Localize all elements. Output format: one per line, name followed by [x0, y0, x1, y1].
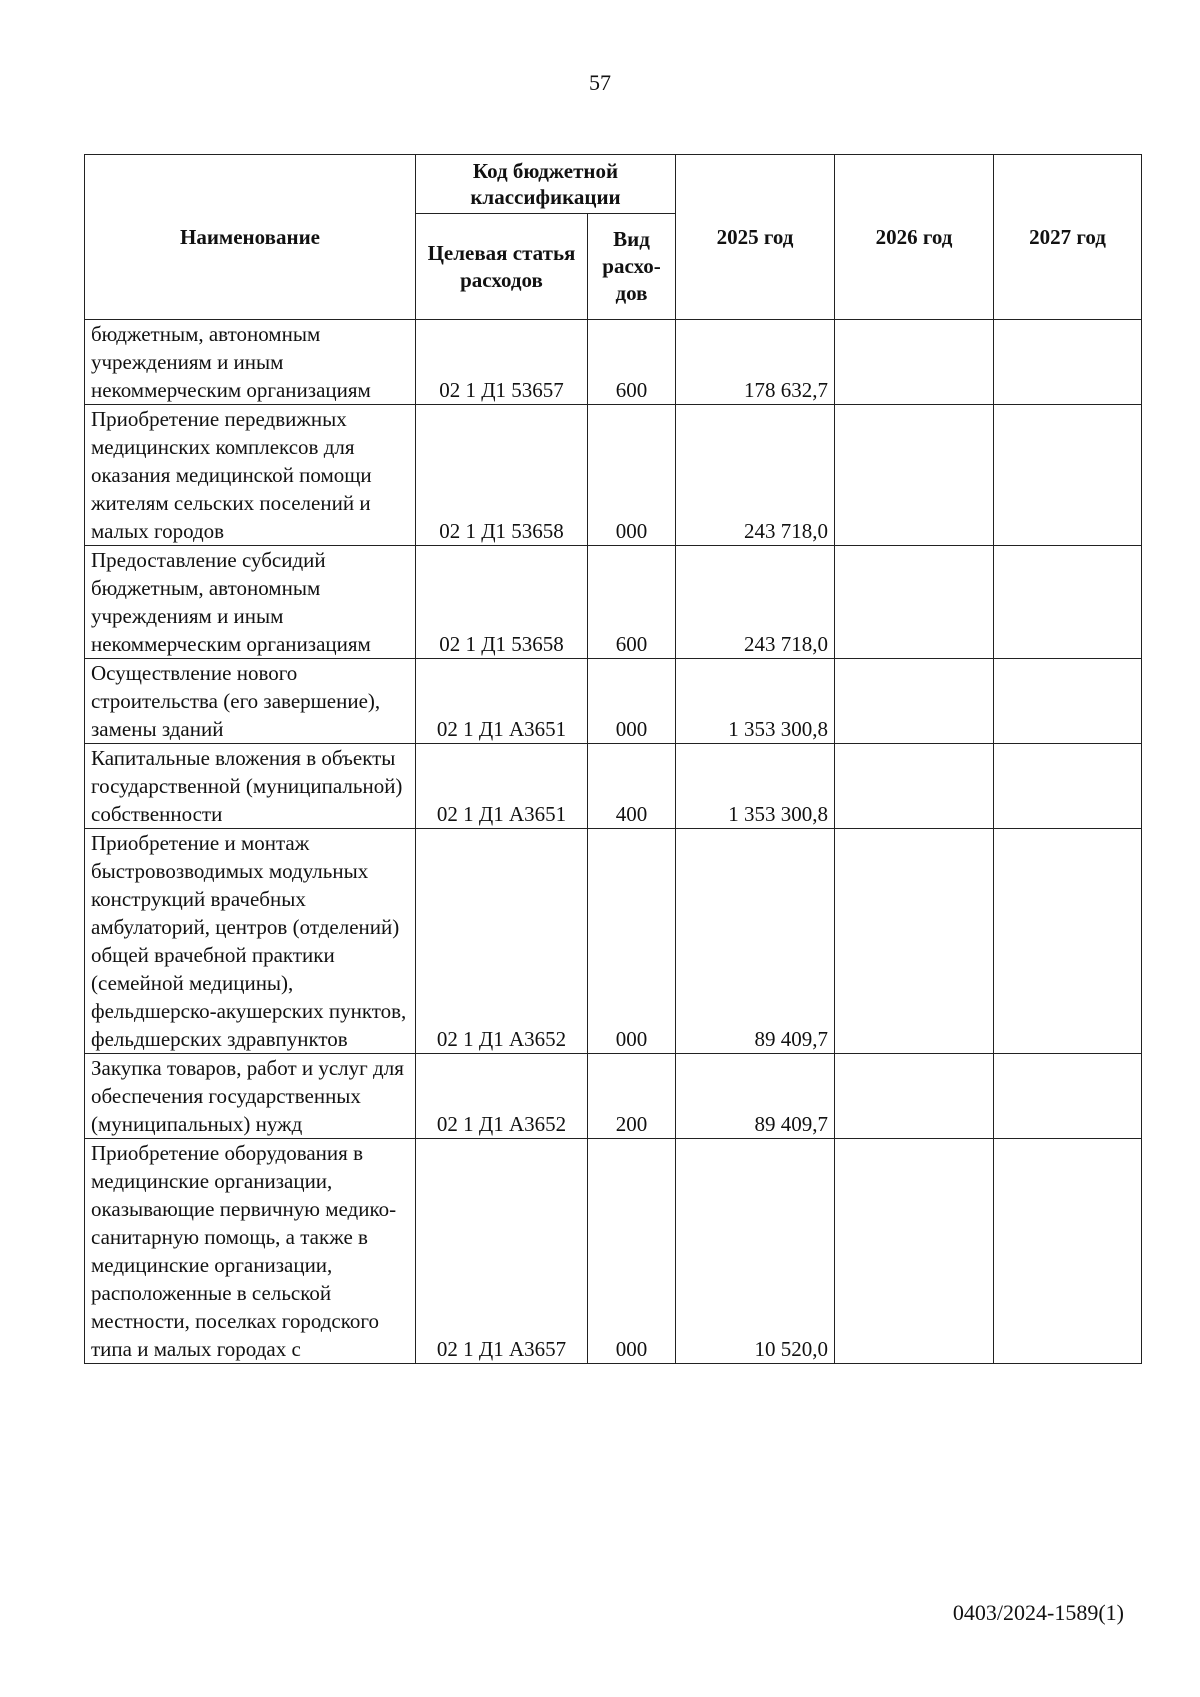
- page-number: 57: [589, 70, 611, 95]
- row-2026: [835, 320, 994, 405]
- row-target-code: 02 1 Д1 53658: [416, 405, 588, 546]
- header-target-article: Целевая статья расходов: [416, 214, 588, 320]
- row-2025: 243 718,0: [676, 405, 835, 546]
- row-target-code: 02 1 Д1 53658: [416, 546, 588, 659]
- table-row: [85, 320, 1142, 405]
- row-2026: [835, 546, 994, 659]
- header-2026: 2026 год: [835, 155, 994, 320]
- header-kbk: Код бюджетной классификации: [416, 155, 676, 214]
- table-row: [85, 744, 1142, 829]
- row-2027: [994, 744, 1142, 829]
- row-2027: [994, 829, 1142, 1054]
- row-2027: [994, 659, 1142, 744]
- row-name: бюджетным, автономным учреждениям и иным некоммерческим организациям: [85, 320, 416, 405]
- row-2025: 10 520,0: [676, 1139, 835, 1364]
- row-2027: [994, 546, 1142, 659]
- header-2027: 2027 год: [994, 155, 1142, 320]
- row-name: Закупка товаров, работ и услуг для обеспечения государственных (муниципальных) нужд: [85, 1054, 416, 1139]
- row-2026: [835, 829, 994, 1054]
- row-2025: 89 409,7: [676, 1054, 835, 1139]
- row-2025: 178 632,7: [676, 320, 835, 405]
- row-target-code: 02 1 Д1 53657: [416, 320, 588, 405]
- row-target-code: 02 1 Д1 А3652: [416, 1054, 588, 1139]
- row-2027: [994, 1139, 1142, 1364]
- row-2026: [835, 405, 994, 546]
- row-target-code: 02 1 Д1 А3657: [416, 1139, 588, 1364]
- row-target-code: 02 1 Д1 А3651: [416, 744, 588, 829]
- row-2026: [835, 659, 994, 744]
- row-expense-type: 600: [588, 320, 676, 405]
- table-row: [85, 829, 1142, 1054]
- row-2027: [994, 1054, 1142, 1139]
- row-name: Приобретение и монтаж быстровозводимых модульных конструкций врачебных амбулаторий, центров (отделений) общей врачебной практики (семейной медицины), фельдшерско-акушерских пунктов, фельдшерских здравпунктов: [85, 829, 416, 1054]
- row-2026: [835, 744, 994, 829]
- row-target-code: 02 1 Д1 А3652: [416, 829, 588, 1054]
- header-expense-type: Вид расхо-дов: [588, 214, 676, 320]
- row-name: Капитальные вложения в объекты государственной (муниципальной) собственности: [85, 744, 416, 829]
- row-expense-type: 400: [588, 744, 676, 829]
- row-expense-type: 000: [588, 1139, 676, 1364]
- table-row: [85, 1139, 1142, 1364]
- table-row: [85, 405, 1142, 546]
- row-name: Предоставление субсидий бюджетным, автономным учреждениям и иным некоммерческим организациям: [85, 546, 416, 659]
- row-2025: 1 353 300,8: [676, 659, 835, 744]
- row-expense-type: 000: [588, 829, 676, 1054]
- row-2025: 243 718,0: [676, 546, 835, 659]
- table-row: [85, 546, 1142, 659]
- header-2025: 2025 год: [676, 155, 835, 320]
- header-name: Наименование: [85, 155, 416, 320]
- budget-table: [84, 154, 1142, 1364]
- table-row: [85, 1054, 1142, 1139]
- row-expense-type: 000: [588, 405, 676, 546]
- document-number: 0403/2024-1589(1): [952, 1600, 1124, 1625]
- row-2027: [994, 405, 1142, 546]
- row-2025: 1 353 300,8: [676, 744, 835, 829]
- row-expense-type: 600: [588, 546, 676, 659]
- row-expense-type: 200: [588, 1054, 676, 1139]
- row-2026: [835, 1054, 994, 1139]
- table-row: [85, 659, 1142, 744]
- row-expense-type: 000: [588, 659, 676, 744]
- row-2026: [835, 1139, 994, 1364]
- row-name: Осуществление нового строительства (его завершение), замены зданий: [85, 659, 416, 744]
- row-2027: [994, 320, 1142, 405]
- row-target-code: 02 1 Д1 А3651: [416, 659, 588, 744]
- row-name: Приобретение передвижных медицинских комплексов для оказания медицинской помощи жителям сельских поселений и малых городов: [85, 405, 416, 546]
- row-2025: 89 409,7: [676, 829, 835, 1054]
- row-name: Приобретение оборудования в медицинские организации, оказывающие первичную медико-санитарную помощь, а также в медицинские организации, расположенные в сельской местности, поселках городского типа и малых городах с: [85, 1139, 416, 1364]
